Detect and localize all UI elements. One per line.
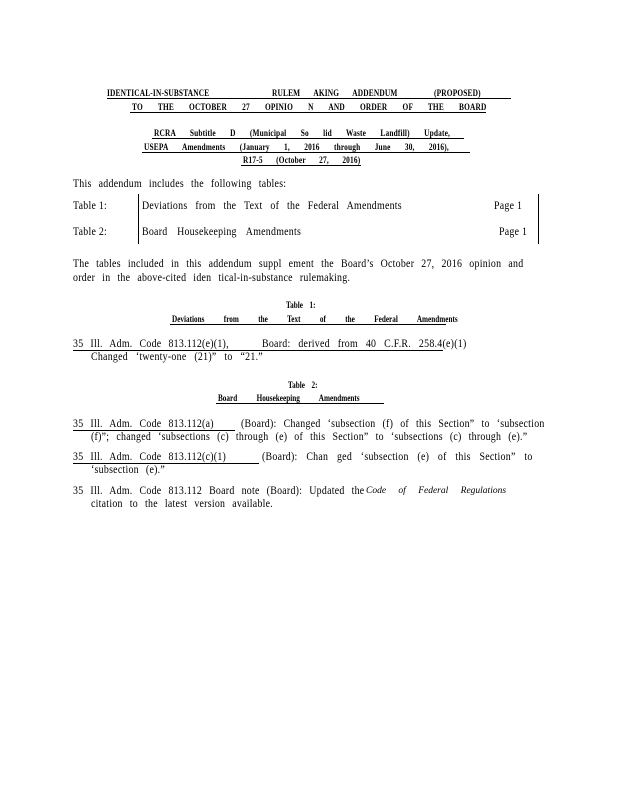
table-2-entry-2-ref: 35 Ill. Adm. Code 813.112(c)(1) [73,451,227,463]
table-2-entry-1-rest: (Board): Changed ‘subsection (f) of this Section” to ‘subsection [241,418,545,430]
header-underline-3 [152,138,464,139]
table-1-label: Table 1: [286,300,316,310]
header-line-3: RCRA Subtitle D (Municipal So lid Waste Landfill) Update, [154,128,451,138]
table-2-entry-1-ref: 35 Ill. Adm. Code 813.112(a) [73,418,214,430]
toc-table-2-title: Board Housekeeping Amendments [142,226,302,238]
table-2-entry-3-line-2: citation to the latest version available. [91,498,274,510]
header-line-4: USEPA Amendments (January 1, 2016 through June 30, 2016), [144,142,449,152]
table-1-title-underline [170,324,446,325]
table-2-entry-3-ref: 35 Ill. Adm. Code 813.112 Board note (Board): Updated the [73,485,365,497]
header-underline-1 [107,98,511,99]
toc-table-2-label: Table 2: [73,226,108,238]
toc-divider-left [138,194,139,244]
toc-table-2-page: Page 1 [499,226,528,238]
header-title-right: (PROPOSED) [434,88,481,98]
toc-table-1-title: Deviations from the Text of the Federal Amendments [142,200,402,212]
header-line-5: R17-5 (October 27, 2016) [243,155,361,165]
intro-text: This addendum includes the following tables: [73,178,287,190]
toc-table-1-label: Table 1: [73,200,108,212]
paragraph-line-1: The tables included in this addendum suppl ement the Board’s October 27, 2016 opinion and [73,258,524,270]
table-2-label: Table 2: [288,380,318,390]
table-1-entry-1-ref: 35 Ill. Adm. Code 813.112(e)(1), [73,338,229,350]
table-2-title-underline [216,403,384,404]
table-2-entry-2-line-2: ‘subsection (e).” [91,464,166,476]
header-underline-2 [130,112,486,113]
header-underline-4 [142,152,470,153]
table-1-entry-1-rest: Board: derived from 40 C.F.R. 258.4(e)(1) [262,338,467,350]
toc-divider-right [538,194,539,244]
table-2-entry-3-italic: Code of Federal Regulations [366,486,507,496]
table-1-entry-1-line-2: Changed ‘twenty-one (21)” to “21.” [91,351,263,363]
toc-table-1-page: Page 1 [494,200,523,212]
paragraph-line-2: order in the above-cited iden tical-in-substance rulemaking. [73,272,351,284]
header-line-2: TO THE OCTOBER 27 OPINIO N AND ORDER OF THE BOARD [132,102,487,112]
table-2-entry-1-line-2: (f)”; changed ‘subsections (c) through (e) of this Section” to ‘subsections (c) through (e).” [91,431,528,443]
table-2-entry-2-rest: (Board): Chan ged ‘subsection (e) of this Section” to [262,451,533,463]
header-title-left: IDENTICAL-IN-SUBSTANCE [107,88,210,98]
table-1-title: Deviations from the Text of the Federal Amendments [172,314,458,324]
header-title-middle: RULEM AKING ADDENDUM [272,88,398,98]
header-underline-5 [241,165,361,166]
table-2-title: Board Housekeeping Amendments [218,393,360,403]
